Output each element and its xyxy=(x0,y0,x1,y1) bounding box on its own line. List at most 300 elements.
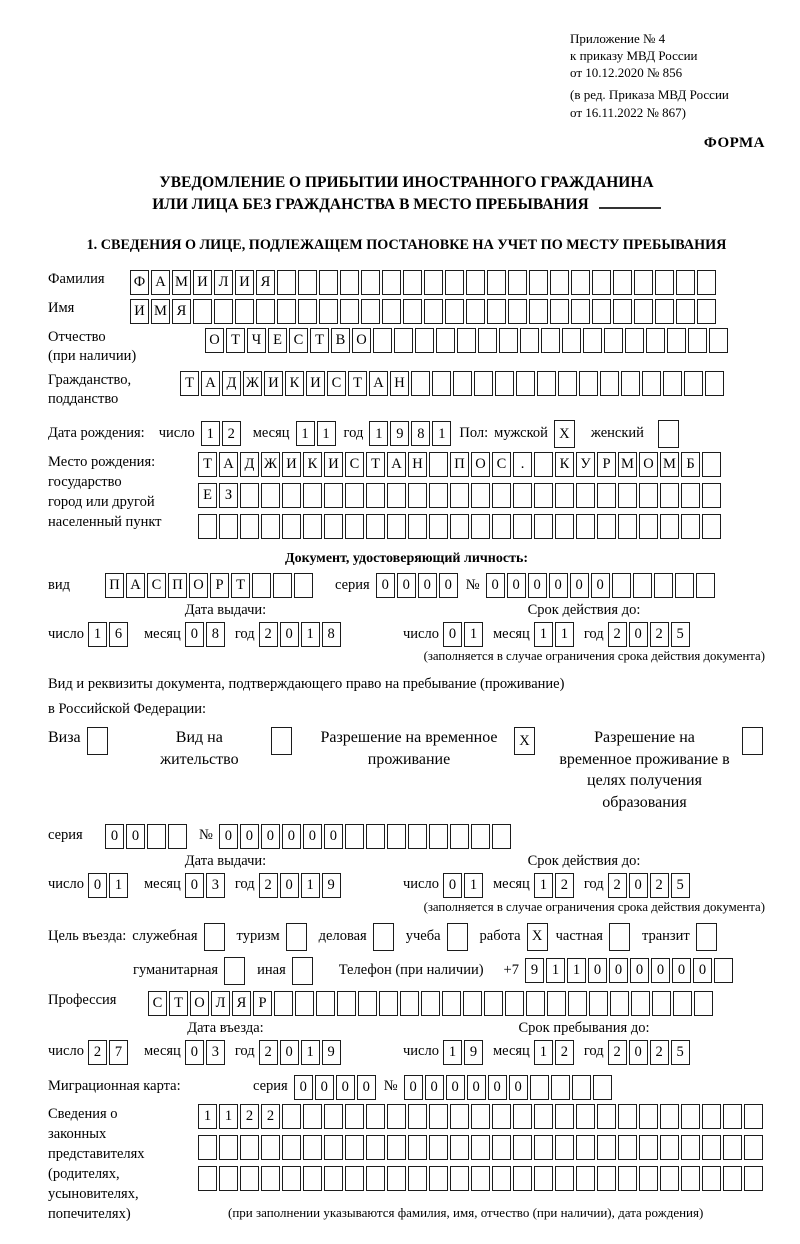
char-cell[interactable] xyxy=(744,1104,763,1129)
char-cell[interactable] xyxy=(660,483,679,508)
char-cell[interactable] xyxy=(286,923,307,951)
char-cell[interactable]: М xyxy=(172,270,191,295)
char-cell[interactable] xyxy=(555,483,574,508)
char-cell[interactable]: 0 xyxy=(588,958,607,983)
char-cell[interactable] xyxy=(655,270,674,295)
char-cell[interactable] xyxy=(235,299,254,324)
char-cell[interactable] xyxy=(316,991,335,1016)
char-cell[interactable] xyxy=(450,824,469,849)
char-cell[interactable] xyxy=(655,299,674,324)
char-cell[interactable] xyxy=(642,371,661,396)
char-cell[interactable]: Т xyxy=(169,991,188,1016)
char-cell[interactable]: М xyxy=(660,452,679,477)
char-cell[interactable]: С xyxy=(289,328,308,353)
char-cell[interactable] xyxy=(256,299,275,324)
char-cell[interactable]: Р xyxy=(253,991,272,1016)
char-cell[interactable] xyxy=(530,1075,549,1100)
char-cell[interactable] xyxy=(424,299,443,324)
char-cell[interactable]: X xyxy=(554,420,575,448)
char-cell[interactable] xyxy=(551,1075,570,1100)
char-cell[interactable]: 8 xyxy=(322,622,341,647)
char-cell[interactable]: 0 xyxy=(303,824,322,849)
char-cell[interactable] xyxy=(424,270,443,295)
purpose-item-other-checkbox[interactable] xyxy=(292,957,315,985)
char-cell[interactable] xyxy=(478,328,497,353)
char-cell[interactable] xyxy=(387,514,406,539)
char-cell[interactable] xyxy=(345,1135,364,1160)
char-cell[interactable] xyxy=(319,299,338,324)
char-cell[interactable] xyxy=(382,270,401,295)
char-cell[interactable] xyxy=(744,1135,763,1160)
char-cell[interactable] xyxy=(667,328,686,353)
char-cell[interactable] xyxy=(429,824,448,849)
char-cell[interactable] xyxy=(361,299,380,324)
char-cell[interactable]: 0 xyxy=(280,873,299,898)
char-cell[interactable] xyxy=(696,923,717,951)
char-cell[interactable] xyxy=(576,514,595,539)
char-cell[interactable] xyxy=(429,1104,448,1129)
char-cell[interactable] xyxy=(709,328,728,353)
char-cell[interactable] xyxy=(660,1166,679,1191)
char-cell[interactable] xyxy=(613,299,632,324)
char-cell[interactable] xyxy=(450,1166,469,1191)
char-cell[interactable] xyxy=(429,483,448,508)
char-cell[interactable] xyxy=(597,1135,616,1160)
char-cell[interactable]: Т xyxy=(348,371,367,396)
char-cell[interactable] xyxy=(592,270,611,295)
char-cell[interactable] xyxy=(592,299,611,324)
char-cell[interactable] xyxy=(639,1104,658,1129)
sex-female-checkbox[interactable] xyxy=(658,420,681,448)
char-cell[interactable] xyxy=(705,371,724,396)
char-cell[interactable] xyxy=(274,991,293,1016)
char-cell[interactable]: Л xyxy=(214,270,233,295)
char-cell[interactable]: С xyxy=(345,452,364,477)
char-cell[interactable]: 1 xyxy=(443,1040,462,1065)
char-cell[interactable] xyxy=(271,727,292,755)
char-cell[interactable] xyxy=(702,483,721,508)
char-cell[interactable]: 1 xyxy=(219,1104,238,1129)
char-cell[interactable] xyxy=(219,1135,238,1160)
char-cell[interactable] xyxy=(214,299,233,324)
char-cell[interactable] xyxy=(600,371,619,396)
char-cell[interactable]: 1 xyxy=(534,622,553,647)
char-cell[interactable]: 3 xyxy=(206,1040,225,1065)
char-cell[interactable] xyxy=(492,1135,511,1160)
char-cell[interactable] xyxy=(639,1166,658,1191)
char-cell[interactable]: . xyxy=(513,452,532,477)
char-cell[interactable] xyxy=(240,514,259,539)
char-cell[interactable] xyxy=(676,270,695,295)
char-cell[interactable]: Д xyxy=(222,371,241,396)
char-cell[interactable] xyxy=(492,483,511,508)
char-cell[interactable]: О xyxy=(471,452,490,477)
char-cell[interactable]: 6 xyxy=(109,622,128,647)
purpose-item-study-checkbox[interactable] xyxy=(447,923,470,951)
char-cell[interactable] xyxy=(450,514,469,539)
char-cell[interactable] xyxy=(609,923,630,951)
char-cell[interactable]: 0 xyxy=(629,622,648,647)
char-cell[interactable] xyxy=(453,371,472,396)
char-cell[interactable]: Н xyxy=(390,371,409,396)
char-cell[interactable] xyxy=(597,1104,616,1129)
char-cell[interactable] xyxy=(555,1166,574,1191)
char-cell[interactable] xyxy=(660,1104,679,1129)
char-cell[interactable]: 1 xyxy=(301,622,320,647)
char-cell[interactable] xyxy=(618,1135,637,1160)
char-cell[interactable]: К xyxy=(555,452,574,477)
char-cell[interactable]: М xyxy=(151,299,170,324)
char-cell[interactable]: 2 xyxy=(608,622,627,647)
char-cell[interactable] xyxy=(625,328,644,353)
char-cell[interactable] xyxy=(445,270,464,295)
char-cell[interactable] xyxy=(529,270,548,295)
char-cell[interactable]: 0 xyxy=(467,1075,486,1100)
char-cell[interactable] xyxy=(366,1166,385,1191)
sex-male-checkbox[interactable] xyxy=(554,420,577,448)
char-cell[interactable] xyxy=(516,371,535,396)
char-cell[interactable] xyxy=(742,727,763,755)
char-cell[interactable] xyxy=(466,270,485,295)
char-cell[interactable] xyxy=(631,991,650,1016)
char-cell[interactable] xyxy=(411,371,430,396)
char-cell[interactable] xyxy=(282,514,301,539)
char-cell[interactable]: 1 xyxy=(198,1104,217,1129)
char-cell[interactable] xyxy=(198,1135,217,1160)
char-cell[interactable] xyxy=(688,328,707,353)
char-cell[interactable]: 0 xyxy=(88,873,107,898)
purpose-item-private-checkbox[interactable] xyxy=(609,923,632,951)
char-cell[interactable] xyxy=(415,328,434,353)
char-cell[interactable]: 9 xyxy=(464,1040,483,1065)
char-cell[interactable] xyxy=(618,1104,637,1129)
char-cell[interactable]: У xyxy=(576,452,595,477)
char-cell[interactable]: 0 xyxy=(315,1075,334,1100)
char-cell[interactable] xyxy=(634,270,653,295)
char-cell[interactable] xyxy=(277,299,296,324)
char-cell[interactable]: 1 xyxy=(296,421,315,446)
char-cell[interactable] xyxy=(224,957,245,985)
char-cell[interactable] xyxy=(261,1135,280,1160)
purpose-item-official-checkbox[interactable] xyxy=(204,923,227,951)
char-cell[interactable] xyxy=(633,573,652,598)
char-cell[interactable]: И xyxy=(130,299,149,324)
char-cell[interactable]: 0 xyxy=(240,824,259,849)
char-cell[interactable] xyxy=(379,991,398,1016)
char-cell[interactable] xyxy=(639,483,658,508)
char-cell[interactable]: 2 xyxy=(259,1040,278,1065)
char-cell[interactable]: 0 xyxy=(294,1075,313,1100)
char-cell[interactable]: 0 xyxy=(282,824,301,849)
char-cell[interactable] xyxy=(597,1166,616,1191)
char-cell[interactable] xyxy=(432,371,451,396)
char-cell[interactable]: 5 xyxy=(671,873,690,898)
char-cell[interactable] xyxy=(513,514,532,539)
char-cell[interactable]: Т xyxy=(310,328,329,353)
char-cell[interactable]: А xyxy=(369,371,388,396)
char-cell[interactable] xyxy=(421,991,440,1016)
char-cell[interactable]: А xyxy=(126,573,145,598)
char-cell[interactable] xyxy=(277,270,296,295)
char-cell[interactable] xyxy=(568,991,587,1016)
char-cell[interactable] xyxy=(442,991,461,1016)
char-cell[interactable] xyxy=(408,824,427,849)
char-cell[interactable] xyxy=(450,483,469,508)
char-cell[interactable] xyxy=(663,371,682,396)
char-cell[interactable]: 1 xyxy=(432,421,451,446)
char-cell[interactable] xyxy=(513,1104,532,1129)
char-cell[interactable]: К xyxy=(285,371,304,396)
char-cell[interactable] xyxy=(303,1135,322,1160)
char-cell[interactable] xyxy=(471,1166,490,1191)
char-cell[interactable]: 0 xyxy=(528,573,547,598)
char-cell[interactable] xyxy=(550,270,569,295)
char-cell[interactable] xyxy=(618,514,637,539)
char-cell[interactable] xyxy=(558,371,577,396)
char-cell[interactable]: 2 xyxy=(650,622,669,647)
char-cell[interactable] xyxy=(583,328,602,353)
char-cell[interactable]: 0 xyxy=(443,622,462,647)
char-cell[interactable] xyxy=(576,1166,595,1191)
char-cell[interactable]: 0 xyxy=(376,573,395,598)
char-cell[interactable]: И xyxy=(264,371,283,396)
purpose-item-work-checkbox[interactable] xyxy=(527,923,550,951)
char-cell[interactable]: Л xyxy=(211,991,230,1016)
char-cell[interactable]: Т xyxy=(366,452,385,477)
char-cell[interactable]: 9 xyxy=(390,421,409,446)
char-cell[interactable] xyxy=(534,452,553,477)
char-cell[interactable] xyxy=(513,1135,532,1160)
char-cell[interactable] xyxy=(681,1104,700,1129)
char-cell[interactable] xyxy=(508,270,527,295)
char-cell[interactable] xyxy=(294,573,313,598)
char-cell[interactable]: Я xyxy=(172,299,191,324)
char-cell[interactable] xyxy=(408,1104,427,1129)
char-cell[interactable] xyxy=(714,958,733,983)
char-cell[interactable] xyxy=(613,270,632,295)
char-cell[interactable] xyxy=(593,1075,612,1100)
char-cell[interactable]: О xyxy=(639,452,658,477)
char-cell[interactable] xyxy=(702,1104,721,1129)
char-cell[interactable] xyxy=(534,1135,553,1160)
char-cell[interactable]: 1 xyxy=(567,958,586,983)
char-cell[interactable] xyxy=(240,1135,259,1160)
char-cell[interactable]: И xyxy=(193,270,212,295)
char-cell[interactable]: X xyxy=(527,923,548,951)
char-cell[interactable] xyxy=(298,299,317,324)
char-cell[interactable] xyxy=(676,299,695,324)
char-cell[interactable] xyxy=(492,514,511,539)
char-cell[interactable] xyxy=(492,824,511,849)
char-cell[interactable] xyxy=(487,299,506,324)
char-cell[interactable] xyxy=(471,1104,490,1129)
char-cell[interactable] xyxy=(408,1135,427,1160)
char-cell[interactable] xyxy=(555,1135,574,1160)
char-cell[interactable]: И xyxy=(282,452,301,477)
char-cell[interactable] xyxy=(610,991,629,1016)
char-cell[interactable]: 0 xyxy=(507,573,526,598)
char-cell[interactable] xyxy=(660,1135,679,1160)
char-cell[interactable] xyxy=(147,824,166,849)
char-cell[interactable]: О xyxy=(189,573,208,598)
char-cell[interactable] xyxy=(495,371,514,396)
char-cell[interactable] xyxy=(382,299,401,324)
char-cell[interactable]: 9 xyxy=(525,958,544,983)
char-cell[interactable] xyxy=(282,1104,301,1129)
char-cell[interactable]: 9 xyxy=(322,873,341,898)
char-cell[interactable]: О xyxy=(352,328,371,353)
char-cell[interactable]: А xyxy=(219,452,238,477)
char-cell[interactable]: 2 xyxy=(259,873,278,898)
char-cell[interactable] xyxy=(403,270,422,295)
char-cell[interactable] xyxy=(324,1135,343,1160)
char-cell[interactable]: 0 xyxy=(280,622,299,647)
char-cell[interactable]: Р xyxy=(597,452,616,477)
char-cell[interactable]: А xyxy=(387,452,406,477)
char-cell[interactable]: 0 xyxy=(591,573,610,598)
char-cell[interactable]: 0 xyxy=(357,1075,376,1100)
char-cell[interactable]: А xyxy=(201,371,220,396)
char-cell[interactable] xyxy=(702,452,721,477)
purpose-item-business-checkbox[interactable] xyxy=(373,923,396,951)
char-cell[interactable]: 2 xyxy=(608,873,627,898)
char-cell[interactable] xyxy=(345,514,364,539)
char-cell[interactable] xyxy=(387,1104,406,1129)
char-cell[interactable]: 1 xyxy=(555,622,574,647)
char-cell[interactable]: 0 xyxy=(219,824,238,849)
char-cell[interactable] xyxy=(571,270,590,295)
purpose-item-transit-checkbox[interactable] xyxy=(696,923,719,951)
char-cell[interactable] xyxy=(198,1166,217,1191)
char-cell[interactable] xyxy=(681,483,700,508)
char-cell[interactable] xyxy=(534,514,553,539)
char-cell[interactable]: П xyxy=(168,573,187,598)
char-cell[interactable] xyxy=(555,1104,574,1129)
char-cell[interactable]: 2 xyxy=(259,622,278,647)
char-cell[interactable] xyxy=(403,299,422,324)
char-cell[interactable]: 0 xyxy=(630,958,649,983)
char-cell[interactable]: 0 xyxy=(185,622,204,647)
char-cell[interactable] xyxy=(361,270,380,295)
char-cell[interactable] xyxy=(394,328,413,353)
char-cell[interactable] xyxy=(618,483,637,508)
char-cell[interactable] xyxy=(387,483,406,508)
char-cell[interactable]: 0 xyxy=(629,1040,648,1065)
char-cell[interactable] xyxy=(292,957,313,985)
char-cell[interactable]: 0 xyxy=(397,573,416,598)
char-cell[interactable]: 8 xyxy=(411,421,430,446)
char-cell[interactable]: С xyxy=(148,991,167,1016)
purpose-item-tourism-checkbox[interactable] xyxy=(286,923,309,951)
char-cell[interactable] xyxy=(499,328,518,353)
char-cell[interactable]: Т xyxy=(198,452,217,477)
char-cell[interactable] xyxy=(702,1166,721,1191)
char-cell[interactable] xyxy=(324,1104,343,1129)
char-cell[interactable]: 1 xyxy=(201,421,220,446)
option-temp-residence-checkbox[interactable] xyxy=(514,727,537,755)
char-cell[interactable] xyxy=(513,483,532,508)
char-cell[interactable] xyxy=(429,452,448,477)
char-cell[interactable]: Т xyxy=(226,328,245,353)
char-cell[interactable]: А xyxy=(151,270,170,295)
char-cell[interactable]: Т xyxy=(231,573,250,598)
char-cell[interactable] xyxy=(675,573,694,598)
char-cell[interactable]: 1 xyxy=(464,622,483,647)
char-cell[interactable]: З xyxy=(219,483,238,508)
char-cell[interactable] xyxy=(457,328,476,353)
char-cell[interactable] xyxy=(373,923,394,951)
char-cell[interactable] xyxy=(298,270,317,295)
char-cell[interactable] xyxy=(471,824,490,849)
char-cell[interactable] xyxy=(445,299,464,324)
char-cell[interactable]: П xyxy=(450,452,469,477)
char-cell[interactable]: Т xyxy=(180,371,199,396)
char-cell[interactable] xyxy=(550,299,569,324)
char-cell[interactable]: 3 xyxy=(206,873,225,898)
char-cell[interactable] xyxy=(534,483,553,508)
char-cell[interactable]: 2 xyxy=(240,1104,259,1129)
char-cell[interactable] xyxy=(646,328,665,353)
char-cell[interactable]: О xyxy=(190,991,209,1016)
char-cell[interactable] xyxy=(387,1166,406,1191)
option-visa-checkbox[interactable] xyxy=(87,727,110,755)
char-cell[interactable]: 1 xyxy=(109,873,128,898)
char-cell[interactable]: 0 xyxy=(280,1040,299,1065)
char-cell[interactable]: 0 xyxy=(486,573,505,598)
char-cell[interactable] xyxy=(508,299,527,324)
char-cell[interactable] xyxy=(252,573,271,598)
char-cell[interactable]: 0 xyxy=(693,958,712,983)
char-cell[interactable] xyxy=(612,573,631,598)
char-cell[interactable]: 0 xyxy=(446,1075,465,1100)
char-cell[interactable] xyxy=(505,991,524,1016)
char-cell[interactable] xyxy=(639,514,658,539)
char-cell[interactable] xyxy=(261,483,280,508)
char-cell[interactable]: 2 xyxy=(650,873,669,898)
char-cell[interactable] xyxy=(471,483,490,508)
char-cell[interactable] xyxy=(681,514,700,539)
char-cell[interactable] xyxy=(366,1104,385,1129)
char-cell[interactable]: Н xyxy=(408,452,427,477)
char-cell[interactable]: 1 xyxy=(464,873,483,898)
char-cell[interactable] xyxy=(534,1104,553,1129)
char-cell[interactable] xyxy=(534,1166,553,1191)
char-cell[interactable] xyxy=(681,1135,700,1160)
char-cell[interactable] xyxy=(373,328,392,353)
char-cell[interactable]: 2 xyxy=(222,421,241,446)
char-cell[interactable] xyxy=(694,991,713,1016)
char-cell[interactable]: И xyxy=(235,270,254,295)
char-cell[interactable] xyxy=(466,299,485,324)
char-cell[interactable]: К xyxy=(303,452,322,477)
char-cell[interactable]: Б xyxy=(681,452,700,477)
char-cell[interactable]: Я xyxy=(256,270,275,295)
char-cell[interactable] xyxy=(471,514,490,539)
char-cell[interactable]: С xyxy=(492,452,511,477)
char-cell[interactable]: 0 xyxy=(425,1075,444,1100)
char-cell[interactable] xyxy=(541,328,560,353)
char-cell[interactable] xyxy=(529,299,548,324)
char-cell[interactable] xyxy=(261,1166,280,1191)
char-cell[interactable] xyxy=(408,483,427,508)
char-cell[interactable]: Ч xyxy=(247,328,266,353)
char-cell[interactable] xyxy=(576,1104,595,1129)
char-cell[interactable] xyxy=(579,371,598,396)
char-cell[interactable] xyxy=(744,1166,763,1191)
char-cell[interactable] xyxy=(618,1166,637,1191)
char-cell[interactable]: В xyxy=(331,328,350,353)
char-cell[interactable]: 2 xyxy=(88,1040,107,1065)
